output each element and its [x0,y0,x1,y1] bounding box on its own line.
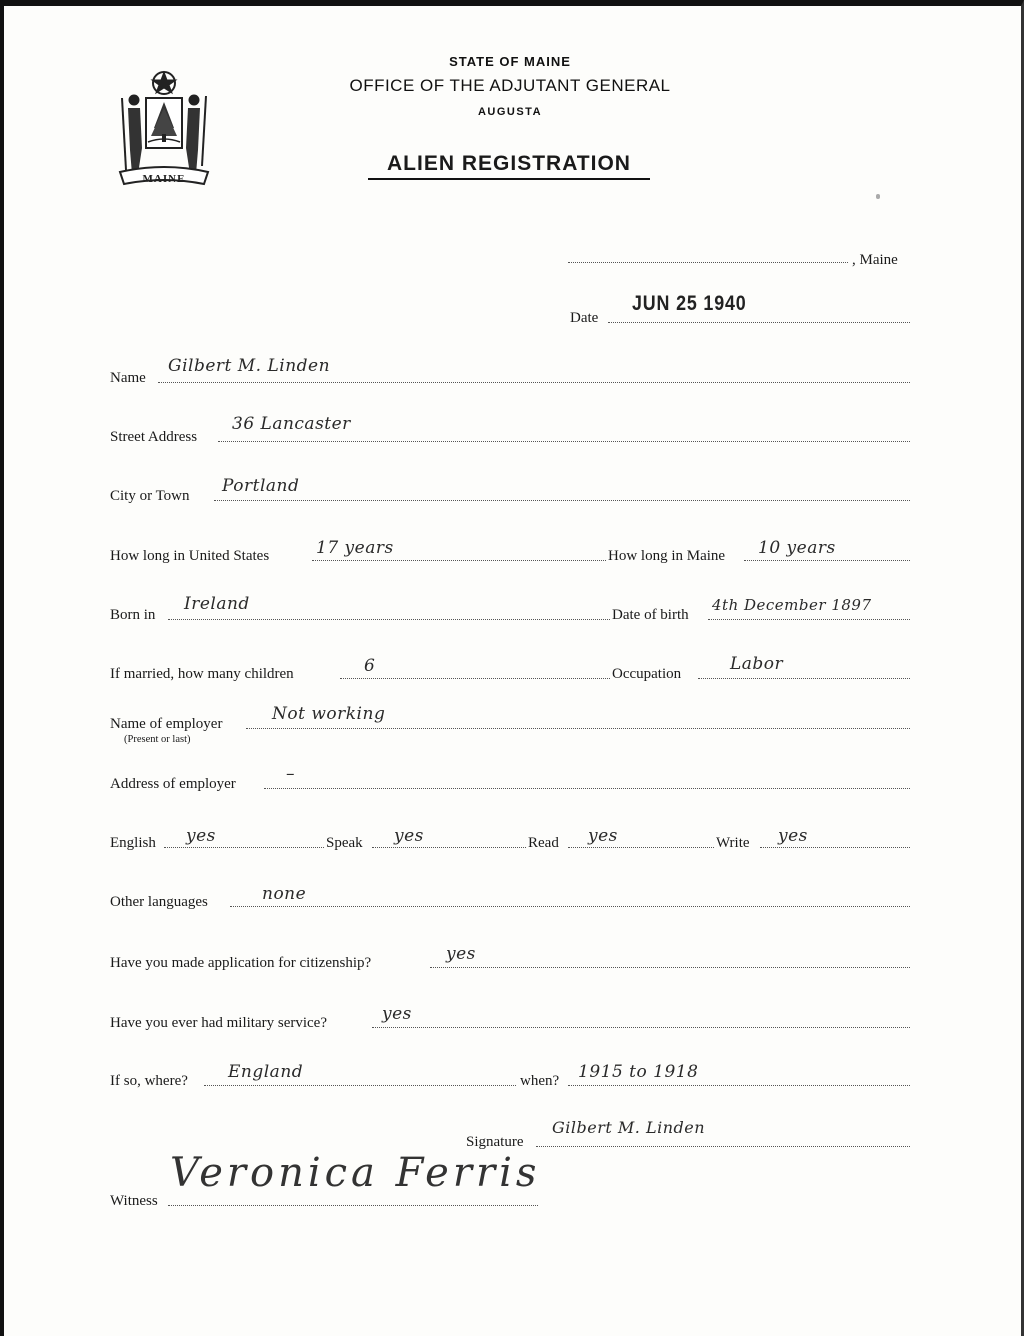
street-value: 36 Lancaster [232,414,351,434]
employer-sublabel: (Present or last) [124,734,191,745]
born-in-label: Born in [110,607,156,623]
place-line[interactable] [568,262,848,263]
children-line[interactable] [340,678,610,679]
employer-address-value: – [286,764,295,784]
speak-line[interactable] [372,847,526,848]
date-line[interactable] [608,322,910,323]
write-value: yes [778,826,808,846]
how-long-us-line[interactable] [312,560,606,561]
name-line[interactable] [158,382,910,383]
read-label: Read [528,835,559,851]
date-label: Date [570,310,599,326]
place-suffix: , Maine [852,252,898,268]
write-label: Write [716,835,750,851]
speak-value: yes [394,826,424,846]
citizenship-label: Have you made application for citizenship? [110,955,372,971]
where-value: England [228,1062,304,1082]
other-languages-value: none [262,884,307,904]
military-label: Have you ever had military service? [110,1015,327,1031]
date-of-birth-value: 4th December 1897 [712,596,872,614]
write-line[interactable] [760,847,910,848]
when-label: when? [520,1073,560,1089]
svg-text:MAINE: MAINE [142,173,186,185]
signature-value: Gilbert M. Linden [552,1118,706,1137]
read-value: yes [588,826,618,846]
military-line[interactable] [372,1027,910,1028]
born-in-value: Ireland [184,594,250,614]
form-title: ALIEN REGISTRATION [368,152,650,180]
name-label: Name [110,370,146,386]
speak-label: Speak [326,835,363,851]
citizenship-value: yes [446,944,476,964]
where-line[interactable] [204,1085,516,1086]
other-languages-label: Other languages [110,894,208,910]
name-value: Gilbert M. Linden [168,356,331,376]
citizenship-line[interactable] [430,967,910,968]
english-label: English [110,835,156,851]
occupation-line[interactable] [698,678,910,679]
employer-label: Name of employer [110,716,223,732]
how-long-us-label: How long in United States [110,548,270,564]
city-label: City or Town [110,488,190,504]
children-value: 6 [364,656,376,676]
witness-line[interactable] [168,1205,538,1206]
witness-value: Veronica Ferris [170,1150,541,1196]
state-of-maine-seal [112,70,216,198]
city-value: Portland [222,476,300,496]
how-long-maine-label: How long in Maine [608,548,726,564]
date-stamp: JUN 25 1940 [632,292,747,315]
born-in-line[interactable] [168,619,610,620]
signature-label: Signature [466,1134,524,1150]
other-languages-line[interactable] [230,906,910,907]
street-line[interactable] [218,441,910,442]
when-value: 1915 to 1918 [578,1062,699,1082]
english-line[interactable] [164,847,324,848]
employer-address-label: Address of employer [110,776,236,792]
paper-speck [876,194,880,199]
date-of-birth-label: Date of birth [612,607,689,623]
read-line[interactable] [568,847,714,848]
children-label: If married, how many children [110,666,294,682]
how-long-maine-line[interactable] [744,560,910,561]
where-label: If so, where? [110,1073,188,1089]
city-line[interactable] [214,500,910,501]
occupation-label: Occupation [612,666,682,682]
employer-address-line[interactable] [264,788,910,789]
employer-value: Not working [272,704,386,724]
how-long-maine-value: 10 years [758,538,836,558]
street-label: Street Address [110,429,198,445]
date-of-birth-line[interactable] [708,619,910,620]
header-state: STATE OF MAINE [449,54,571,69]
signature-line[interactable] [536,1146,910,1147]
header-city: AUGUSTA [477,106,543,118]
occupation-value: Labor [730,654,784,674]
employer-line[interactable] [246,728,910,729]
english-value: yes [186,826,216,846]
military-value: yes [382,1004,412,1024]
header-office: OFFICE OF THE ADJUTANT GENERAL [349,76,671,95]
witness-label: Witness [110,1193,158,1209]
when-line[interactable] [568,1085,910,1086]
how-long-us-value: 17 years [316,538,394,558]
